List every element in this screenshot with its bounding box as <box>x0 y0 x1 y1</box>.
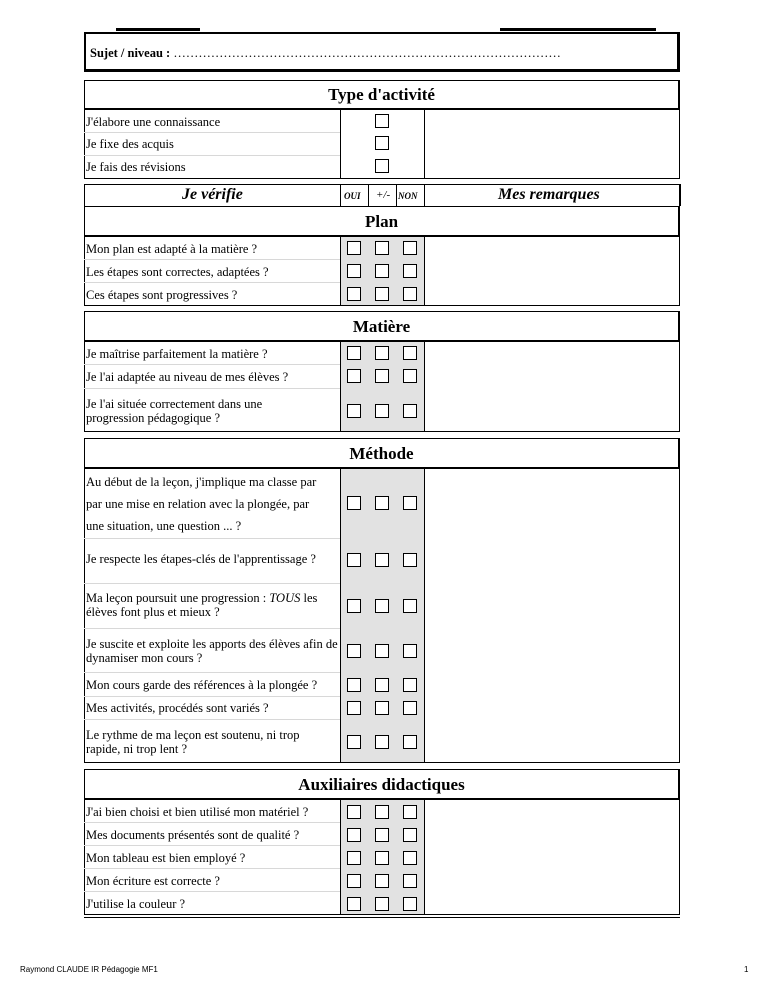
aux-row-3-non-checkbox[interactable] <box>403 851 417 865</box>
methode-row-1-mid-checkbox[interactable] <box>375 496 389 510</box>
methode-row-7-non-checkbox[interactable] <box>403 735 417 749</box>
methode-row-3-oui-checkbox[interactable] <box>347 599 361 613</box>
matiere-row-1: Je maîtrise parfaitement la matière ? <box>86 347 268 361</box>
activity-col-border <box>340 110 341 179</box>
matiere-row-2-non-checkbox[interactable] <box>403 369 417 383</box>
methode-row-5-mid-checkbox[interactable] <box>375 678 389 692</box>
activity-title-text: Type d'activité <box>328 85 435 104</box>
plan-row-1-non-checkbox[interactable] <box>403 241 417 255</box>
methode-row-1-non-checkbox[interactable] <box>403 496 417 510</box>
methode-row-7-oui-checkbox[interactable] <box>347 735 361 749</box>
activity-checkbox-1[interactable] <box>375 114 389 128</box>
plan-row-1-mid-checkbox[interactable] <box>375 241 389 255</box>
matiere-row-2-mid-checkbox[interactable] <box>375 369 389 383</box>
col-remarks: Mes remarques <box>498 186 600 203</box>
matiere-row-3-oui-checkbox[interactable] <box>347 404 361 418</box>
methode-row-7-mid-checkbox[interactable] <box>375 735 389 749</box>
aux-row-3-oui-checkbox[interactable] <box>347 851 361 865</box>
matiere-title <box>84 311 680 342</box>
methode-row-3 <box>86 591 340 619</box>
methode-row-4: Je suscite et exploite les apports des élèves afin de dynamiser mon cours ? <box>86 637 338 665</box>
matiere-row-1-mid-checkbox[interactable] <box>375 346 389 360</box>
col-mid: +/- <box>376 189 391 201</box>
aux-row-1-mid-checkbox[interactable] <box>375 805 389 819</box>
matiere-row-1-oui-checkbox[interactable] <box>347 346 361 360</box>
methode-row-3-mid-checkbox[interactable] <box>375 599 389 613</box>
aux-row-2-mid-checkbox[interactable] <box>375 828 389 842</box>
plan-title <box>84 206 680 237</box>
subject-dots: ………………………………………………………………………………… <box>173 46 561 60</box>
methode-row-3-emph: TOUS <box>269 591 301 605</box>
plan-row-1: Mon plan est adapté à la matière ? <box>86 242 258 256</box>
col-oui: OUI <box>344 191 361 201</box>
plan-row-2-non-checkbox[interactable] <box>403 264 417 278</box>
methode-title-text: Méthode <box>349 444 414 463</box>
methode-row-7: Le rythme de ma leçon est soutenu, ni trop rapide, ni trop lent ? <box>86 728 300 756</box>
methode-row-1a: Au début de la leçon, j'implique ma classe par <box>86 475 317 489</box>
plan-row-1-oui-checkbox[interactable] <box>347 241 361 255</box>
methode-row-4-oui-checkbox[interactable] <box>347 644 361 658</box>
aux-row-5: J'utilise la couleur ? <box>86 897 186 911</box>
methode-row-6-oui-checkbox[interactable] <box>347 701 361 715</box>
plan-row-2-oui-checkbox[interactable] <box>347 264 361 278</box>
plan-row-3-non-checkbox[interactable] <box>403 287 417 301</box>
top-rule-left <box>116 28 200 31</box>
footer-page-number: 1 <box>744 965 749 974</box>
plan-row-3-oui-checkbox[interactable] <box>347 287 361 301</box>
activity-row-3: Je fais des révisions <box>86 160 186 174</box>
aux-row-4-mid-checkbox[interactable] <box>375 874 389 888</box>
matiere-row-2-oui-checkbox[interactable] <box>347 369 361 383</box>
methode-row-4-non-checkbox[interactable] <box>403 644 417 658</box>
plan-row-2-mid-checkbox[interactable] <box>375 264 389 278</box>
methode-row-4-mid-checkbox[interactable] <box>375 644 389 658</box>
methode-row-2-mid-checkbox[interactable] <box>375 553 389 567</box>
methode-row-1-oui-checkbox[interactable] <box>347 496 361 510</box>
subject-label: Sujet / niveau : <box>90 46 171 60</box>
methode-row-5-non-checkbox[interactable] <box>403 678 417 692</box>
col-non: NON <box>398 191 418 201</box>
activity-checkbox-2[interactable] <box>375 136 389 150</box>
methode-title <box>84 438 680 469</box>
aux-row-1-oui-checkbox[interactable] <box>347 805 361 819</box>
methode-row-1b: par une mise en relation avec la plongée, par <box>86 497 310 511</box>
methode-row-1c: une situation, une question ... ? <box>86 519 242 533</box>
methode-row-6: Mes activités, procédés sont variés ? <box>86 701 269 715</box>
activity-checkbox-3[interactable] <box>375 159 389 173</box>
methode-row-6-mid-checkbox[interactable] <box>375 701 389 715</box>
auxiliaires-title <box>84 769 680 800</box>
matiere-row-3: Je l'ai située correctement dans une progression pédagogique ? <box>86 397 263 425</box>
matiere-row-1-non-checkbox[interactable] <box>403 346 417 360</box>
plan-title-text: Plan <box>364 212 399 231</box>
methode-row-5-oui-checkbox[interactable] <box>347 678 361 692</box>
aux-row-5-mid-checkbox[interactable] <box>375 897 389 911</box>
aux-row-3: Mon tableau est bien employé ? <box>86 851 246 865</box>
col-verify: Je vérifie <box>182 186 243 203</box>
methode-row-3-start: Ma leçon poursuit une progression : <box>86 591 267 605</box>
top-rule-right <box>500 28 656 31</box>
activity-row-1: J'élabore une connaissance <box>86 115 221 129</box>
aux-row-5-oui-checkbox[interactable] <box>347 897 361 911</box>
aux-row-4-non-checkbox[interactable] <box>403 874 417 888</box>
matiere-row-3-non-checkbox[interactable] <box>403 404 417 418</box>
methode-row-3-non-checkbox[interactable] <box>403 599 417 613</box>
aux-row-1-non-checkbox[interactable] <box>403 805 417 819</box>
methode-row-2: Je respecte les étapes-clés de l'apprentissage ? <box>86 552 316 566</box>
aux-row-2: Mes documents présentés sont de qualité ? <box>86 828 300 842</box>
methode-row-6-non-checkbox[interactable] <box>403 701 417 715</box>
methode-row-3-end: les élèves font plus et mieux ? <box>86 591 318 619</box>
aux-row-4-oui-checkbox[interactable] <box>347 874 361 888</box>
methode-row-2-oui-checkbox[interactable] <box>347 553 361 567</box>
aux-row-5-non-checkbox[interactable] <box>403 897 417 911</box>
matiere-row-3-mid-checkbox[interactable] <box>375 404 389 418</box>
activity-title <box>84 80 680 110</box>
plan-row-2: Les étapes sont correctes, adaptées ? <box>86 265 269 279</box>
activity-right-border <box>679 110 680 179</box>
aux-row-4: Mon écriture est correcte ? <box>86 874 220 888</box>
matiere-title-text: Matière <box>352 317 411 336</box>
footer-author: Raymond CLAUDE IR Pédagogie MF1 <box>20 965 158 974</box>
plan-row-3-mid-checkbox[interactable] <box>375 287 389 301</box>
aux-row-2-oui-checkbox[interactable] <box>347 828 361 842</box>
activity-bottom-border <box>84 178 680 179</box>
aux-row-2-non-checkbox[interactable] <box>403 828 417 842</box>
plan-row-3: Ces étapes sont progressives ? <box>86 288 238 302</box>
aux-row-3-mid-checkbox[interactable] <box>375 851 389 865</box>
methode-row-5: Mon cours garde des références à la plongée ? <box>86 678 318 692</box>
aux-row-1: J'ai bien choisi et bien utilisé mon matériel ? <box>86 805 309 819</box>
matiere-row-2: Je l'ai adaptée au niveau de mes élèves ? <box>86 370 289 384</box>
activity-left-border <box>84 110 85 179</box>
activity-col-border-2 <box>424 110 425 179</box>
activity-row-2: Je fixe des acquis <box>86 137 174 151</box>
auxiliaires-title-text: Auxiliaires didactiques <box>298 775 465 794</box>
methode-row-2-non-checkbox[interactable] <box>403 553 417 567</box>
subject-field[interactable] <box>84 32 680 72</box>
